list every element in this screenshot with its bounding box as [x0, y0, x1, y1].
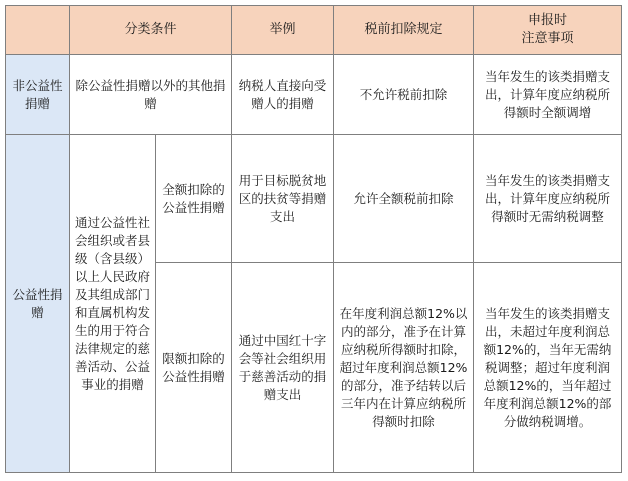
header-rule: 税前扣除规定	[334, 6, 474, 55]
subtype-full: 全额扣除的公益性捐赠	[156, 135, 232, 263]
example-full: 用于目标脱贫地区的扶贫等捐赠支出	[232, 135, 334, 263]
header-row	[6, 6, 622, 55]
example-non-public: 纳税人直接向受赠人的捐赠	[232, 55, 334, 135]
type-public: 公益性捐赠	[6, 135, 70, 473]
donation-table-container	[5, 5, 621, 472]
header-example: 举例	[232, 6, 334, 55]
header-category: 分类条件	[70, 6, 232, 55]
row-non-public	[6, 55, 622, 135]
donation-deduction-table	[5, 5, 622, 473]
condition-non-public: 除公益性捐赠以外的其他捐赠	[70, 55, 232, 135]
type-non-public: 非公益性捐赠	[6, 55, 70, 135]
row-public-full	[6, 135, 622, 263]
condition-public: 通过公益性社会组织或者县级（含县级）以上人民政府及其组成部门和直属机构发生的用于符合法律规定的慈善活动、公益事业的捐赠	[70, 135, 156, 473]
example-limited: 通过中国红十字会等社会组织用于慈善活动的捐赠支出	[232, 263, 334, 473]
notes-non-public: 当年发生的该类捐赠支出，计算年度应纳税所得额时全额调增	[474, 55, 622, 135]
subtype-limited: 限额扣除的公益性捐赠	[156, 263, 232, 473]
notes-limited: 当年发生的该类捐赠支出，未超过年度利润总额12%的，当年无需纳税调整；超过年度利润总额12%的，当年超过年度利润总额12%的部分做纳税调增。	[474, 263, 622, 473]
rule-full: 允许全额税前扣除	[334, 135, 474, 263]
rule-non-public: 不允许税前扣除	[334, 55, 474, 135]
notes-full: 当年发生的该类捐赠支出，计算年度应纳税所得额时无需纳税调整	[474, 135, 622, 263]
corner-header-cell	[6, 6, 70, 55]
header-notes: 申报时 注意事项	[474, 6, 622, 55]
rule-limited: 在年度利润总额12%以内的部分，准予在计算应纳税所得额时扣除，超过年度利润总额12%的部分，准予结转以后三年内在计算应纳税所得额时扣除	[334, 263, 474, 473]
